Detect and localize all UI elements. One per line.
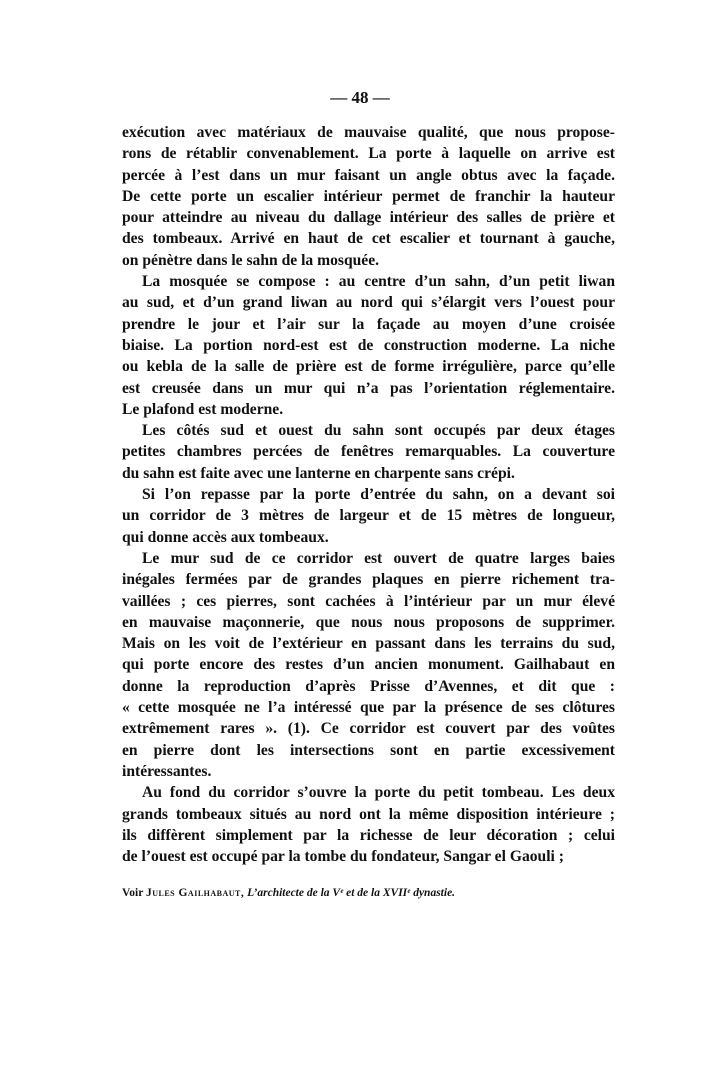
text-line: on pénètre dans le sahn de la mosquée. [122,251,380,269]
text-line: extrêmement rares ». (1). Ce corridor est couvert par des voûtes [122,720,615,738]
footnote-prefix: Voir [122,887,146,899]
text-line: du sahn est faite avec une lanterne en charpente sans crépi. [122,464,515,482]
text-line: grands tombeaux situés au nord ont la même disposition intérieure ; [122,805,615,823]
text-line: un corridor de 3 mètres de largeur et de 15 mètres de longueur, [122,507,615,525]
text-line: intéressantes. [122,762,212,780]
text-line: de l’ouest est occupé par la tombe du fondateur, Sangar el Gaouli ; [122,848,564,866]
text-line: « cette mosquée ne l’a intéressé que par la présence de ses clôtures [122,699,615,717]
paragraph [122,122,615,271]
text-line: donne la reproduction d’après Prisse d’Avennes, et dit que : [122,677,615,695]
text-line: biaise. La portion nord-est est de construction moderne. La niche [122,336,615,354]
text-line: rons de rétablir convenablement. La porte à laquelle on arrive est [122,145,615,163]
body-text [122,122,615,867]
footnote-author: Jules Gailhabaut, [145,887,245,899]
paragraph [122,782,615,867]
text-line: Le plafond est moderne. [122,400,284,418]
text-line: en pierre dont les intersections sont en partie excessivement [122,741,615,759]
paragraph [122,484,615,548]
text-line: est creusée dans un mur qui n’a pas l’orientation réglementaire. [122,379,615,397]
text-line: inégales fermées par de grandes plaques en pierre richement tra- [122,571,615,589]
text-line: qui porte encore des restes d’un ancien monument. Gailhabaut en [122,656,615,674]
text-line: au sud, et d’un grand liwan au nord qui s’élargit vers l’ouest pour [122,294,615,312]
text-line: des tombeaux. Arrivé en haut de cet escalier et tournant à gauche, [122,230,615,248]
text-line: Si l’on repasse par la porte d’entrée du sahn, on a devant soi [142,486,615,504]
text-line: percée à l’est dans un mur faisant un angle obtus avec la façade. [122,166,615,184]
text-line: pour atteindre au niveau du dallage intérieur des salles de prière et [122,209,615,227]
text-line: Le mur sud de ce corridor est ouvert de quatre larges baies [142,549,615,567]
text-line: Au fond du corridor s’ouvre la porte du petit tombeau. Les deux [142,784,615,802]
text-line: ils diffèrent simplement par la richesse de leur décoration ; celui [122,826,615,844]
text-line: ou kebla de la salle de prière est de forme irrégulière, parce qu’elle [122,358,615,376]
text-line: vaillées ; ces pierres, sont cachées à l’intérieur par un mur élevé [122,592,615,610]
text-line: La mosquée se compose : au centre d’un sahn, d’un petit liwan [142,273,615,291]
footnote [122,887,455,899]
text-line: petites chambres percées de fenêtres remarquables. La couverture [122,443,615,461]
footnote-title: L’architecte de la Vᵉ et de la XVIIᵉ dynastie. [244,887,456,899]
text-line: Mais on les voit de l’extérieur en passant dans les terrains du sud, [122,635,615,653]
text-line: prendre le jour et l’air sur la façade au moyen d’une croisée [122,315,615,333]
text-line: exécution avec matériaux de mauvaise qualité, que nous propose- [122,124,615,141]
paragraph [122,420,615,484]
paragraph [122,271,615,420]
text-line: Les côtés sud et ouest du sahn sont occupés par deux étages [142,422,615,440]
text-line: De cette porte un escalier intérieur permet de franchir la hauteur [122,187,615,205]
text-line: en mauvaise maçonnerie, que nous nous proposons de supprimer. [122,613,615,631]
page-number: — 48 — [330,88,390,107]
paragraph [122,548,615,782]
text-line: qui donne accès aux tombeaux. [122,528,329,546]
